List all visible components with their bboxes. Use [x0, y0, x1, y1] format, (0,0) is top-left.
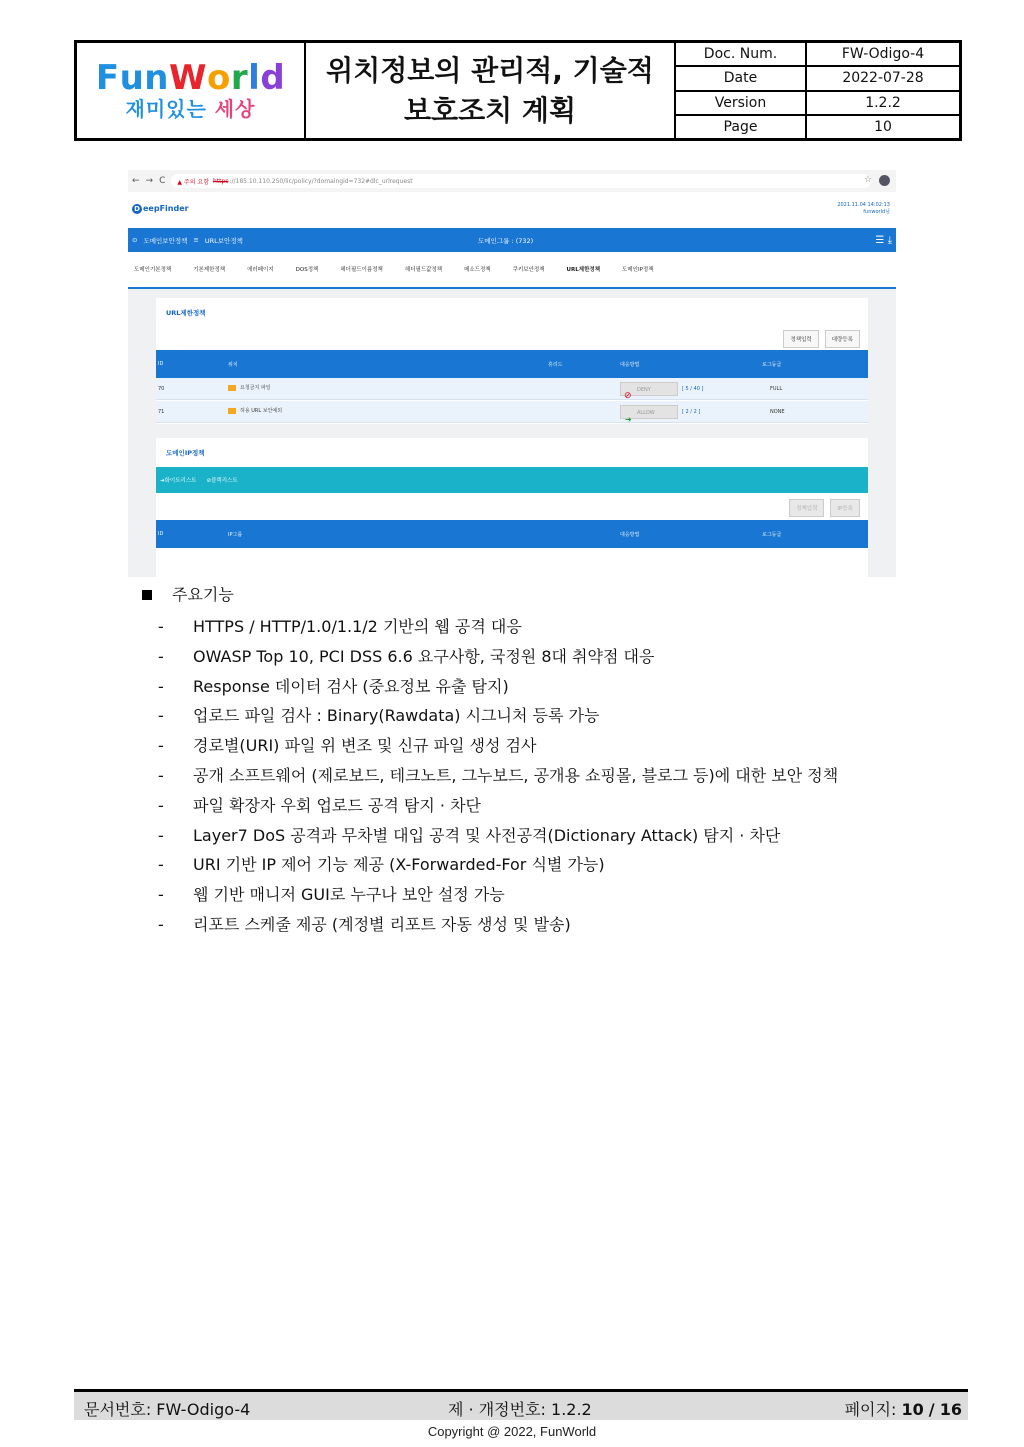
policy-tab: URL제한정책 [566, 267, 601, 273]
url-policy-panel [156, 298, 868, 424]
list-item [142, 701, 902, 731]
footer-revision: 제 · 개정번호: 1.2.2 [448, 1400, 592, 1419]
logo-letter: d [260, 57, 286, 98]
list-item-text: 리포트 스케줄 제공 (계정별 리포트 자동 생성 및 발송) [193, 914, 571, 934]
list-item-text: Layer7 DoS 공격과 무차별 대입 공격 및 사전공격(Dictionary Attack) 탐지 · 차단 [193, 825, 781, 845]
meta-key: Doc. Num. [676, 43, 807, 65]
logo-tagline [126, 96, 256, 122]
col-id: ID [158, 531, 164, 537]
whitelist-tab-label: 화이트리스트 [164, 478, 197, 484]
login-time: 2021.11.04 14:02:13 [837, 202, 890, 208]
reload-icon: C [159, 176, 166, 186]
whitelist-tab [160, 476, 197, 484]
col-action: 대응방법 [620, 532, 640, 538]
dash-bullet-icon: - [158, 795, 164, 815]
ip-policy-panel [156, 438, 868, 577]
folder-icon [228, 408, 236, 414]
list-item-text: 파일 확장자 우회 업로드 공격 탐지 · 차단 [193, 795, 481, 815]
profile-avatar-icon [879, 175, 890, 186]
logo-letter: W [169, 57, 208, 98]
address-bar [171, 174, 871, 188]
document-title [306, 43, 676, 138]
dash-bullet-icon: - [158, 765, 164, 785]
copyright: Copyright @ 2022, FunWorld [427, 1424, 597, 1439]
policy-tab: 헤더필드이름정책 [340, 267, 383, 273]
app-header [128, 192, 896, 226]
dash-bullet-icon: - [158, 885, 164, 905]
footer-page [845, 1397, 962, 1420]
main-features-section [142, 582, 902, 940]
deny-icon: ⊘ [624, 391, 632, 401]
block-icon: ⊘ [206, 478, 212, 484]
dash-bullet-icon: - [158, 646, 164, 666]
back-arrow-icon: ← [132, 176, 140, 186]
document-title-line-2: 보호조치 계획 [403, 93, 577, 127]
row-location [228, 407, 282, 414]
policy-tab: 쿠키보안정책 [512, 267, 545, 273]
col-log: 로그등급 [762, 532, 782, 538]
list-item-text: 경로별(URI) 파일 위 변조 및 신규 파일 생성 검사 [193, 736, 537, 756]
document-header [74, 40, 962, 141]
deepfinder-screenshot [128, 170, 896, 577]
col-id: ID [158, 361, 164, 367]
list-item [142, 761, 902, 791]
policy-tab: 도메인기본정책 [134, 267, 172, 273]
meta-value: 10 [874, 118, 892, 135]
list-download-icons: ☰ ⤓ [875, 234, 892, 246]
list-item-text: 공개 소프트웨어 (제로보드, 테크노트, 그누보드, 공개용 쇼핑몰, 블로그 등)에 대한 보안 정책 [193, 765, 839, 785]
ip-register-button: IP등록 [830, 499, 860, 517]
logo-tagline-part-2: 세상 [214, 96, 256, 121]
action-label: DENY [637, 387, 651, 393]
logo-letter: u [119, 57, 145, 98]
dash-bullet-icon: - [158, 617, 164, 636]
url-table-header [156, 350, 868, 378]
domain-group-label: 도메인그룹 : (732) [478, 236, 534, 245]
policy-input-button: 정책입력 [783, 330, 818, 348]
list-item [142, 910, 902, 940]
policy-tabs [128, 265, 896, 279]
nav-left [128, 236, 478, 245]
meta-key: Date [676, 67, 807, 89]
nav-domain-policy: 도메인보안정책 [143, 236, 188, 245]
section-title: 주요기능 [172, 585, 234, 604]
logo-letter: l [248, 57, 261, 98]
allow-arrow-icon: ➜ [625, 415, 632, 424]
col-location: 위치 [228, 362, 238, 368]
col-ip-group: IP그룹 [228, 532, 243, 538]
list-item [142, 642, 902, 672]
footer-page-label: 페이지: [844, 1400, 897, 1419]
panel-title: URL제한정책 [166, 309, 206, 317]
list-item-text: HTTPS / HTTP/1.0/1.1/2 기반의 웹 공격 대응 [193, 617, 522, 636]
meta-value: FW-Odigo-4 [841, 46, 925, 63]
ip-list-tabs [156, 467, 868, 493]
list-item-text: 웹 기반 매니저 GUI로 누구나 보안 설정 가능 [193, 885, 505, 905]
panel-title: 도메인IP정책 [166, 449, 205, 457]
folder-icon [228, 385, 236, 391]
policy-tab: 도메인IP정책 [622, 267, 654, 273]
meta-row-date [676, 67, 959, 91]
domain-security-icon: ⊙ [132, 236, 138, 244]
action-label: ALLOW [637, 410, 655, 416]
policy-tab: DOS정책 [295, 267, 319, 273]
col-log: 로그등급 [762, 362, 782, 368]
row-id: 70 [158, 386, 165, 392]
deepfinder-logo-mark: D [132, 204, 142, 214]
row-id: 71 [158, 409, 165, 415]
deny-button [620, 382, 678, 401]
logo-letter: o [207, 57, 231, 98]
document-meta-table [676, 43, 959, 138]
panel-buttons [789, 499, 860, 517]
table-row [156, 378, 868, 400]
meta-value: 2022-07-28 [842, 70, 924, 87]
policy-tab: 에러페이지 [247, 267, 274, 273]
list-item-text: 업로드 파일 검사 : Binary(Rawdata) 시그니처 등록 가능 [193, 706, 600, 726]
panel-buttons [783, 330, 860, 348]
user-name: funworld님 [863, 209, 890, 215]
meta-key: Version [676, 92, 807, 114]
allow-button [620, 405, 678, 424]
arrow-icon: ➜ [160, 478, 165, 484]
logo-letter: F [95, 57, 120, 98]
dash-bullet-icon: - [158, 736, 164, 756]
row-log: FULL [770, 386, 783, 392]
row-log: NONE [770, 409, 785, 415]
meta-value: 1.2.2 [865, 94, 901, 111]
section-heading [142, 582, 902, 608]
list-item-text: OWASP Top 10, PCI DSS 6.6 요구사항, 국정원 8대 취약점 대응 [193, 646, 655, 666]
user-info [837, 202, 890, 216]
deepfinder-logo [132, 204, 189, 214]
blacklist-tab [207, 476, 238, 484]
meta-row-version [676, 92, 959, 116]
logo-tagline-part-1: 재미있는 [125, 96, 207, 121]
list-item [142, 850, 902, 880]
footer-doc-number: 문서번호: FW-Odigo-4 [84, 1400, 251, 1419]
col-keyword: 휴리드 [548, 362, 563, 368]
logo-wordmark [95, 57, 286, 98]
list-item [142, 612, 902, 642]
feature-list [142, 612, 902, 940]
meta-key: Page [676, 116, 807, 138]
row-location-text: 요청금지 파일 [240, 385, 271, 391]
policy-input-button: 정책입력 [789, 499, 824, 517]
app-nav-bar [128, 228, 896, 252]
url-path: ://185.10.110.250/lic/policy/?domaingid=732#dlc_urlrequest [229, 177, 413, 185]
dash-bullet-icon: - [158, 855, 164, 875]
footer-page-total: 16 [939, 1400, 962, 1419]
url-scheme: https [213, 177, 229, 185]
list-item [142, 821, 902, 851]
row-location [228, 384, 271, 391]
footer-page-current: 10 [901, 1400, 924, 1419]
dash-bullet-icon: - [158, 676, 164, 696]
list-item [142, 791, 902, 821]
policy-tab: 메소드정책 [464, 267, 491, 273]
document-footer [74, 1389, 968, 1420]
nav-url-policy: URL보안정책 [204, 236, 243, 245]
blacklist-tab-label: 블랙리스트 [211, 478, 238, 484]
ip-table-header [156, 520, 868, 548]
policy-tab: 헤더필드값정책 [404, 267, 443, 273]
policy-tab: 기본제한정책 [193, 267, 226, 273]
menu-icon: ≡ [193, 236, 199, 244]
dash-bullet-icon: - [158, 825, 164, 845]
list-item [142, 672, 902, 702]
meta-row-doc-num [676, 43, 959, 67]
list-item [142, 880, 902, 910]
meta-row-page [676, 116, 959, 138]
table-row [156, 401, 868, 423]
list-item-text: URI 기반 IP 제어 기능 제공 (X-Forwarded-For 식별 가능) [193, 855, 605, 875]
deepfinder-logo-text: eepFinder [143, 204, 189, 213]
dash-bullet-icon: - [158, 914, 164, 934]
list-item [142, 731, 902, 761]
list-item-text: Response 데이터 검사 (중요정보 유출 탐지) [193, 676, 509, 696]
logo-letter: r [230, 57, 249, 98]
row-count: [ 5 / 40 ] [682, 386, 704, 392]
forward-arrow-icon: → [145, 176, 154, 186]
row-count: [ 2 / 2 ] [682, 409, 701, 415]
bookmark-star-icon: ☆ [863, 175, 872, 185]
funworld-logo [77, 43, 306, 138]
row-location-text: 허용 URL 보안예외 [240, 408, 283, 414]
dash-bullet-icon: - [158, 706, 164, 726]
col-action: 대응방법 [620, 362, 640, 368]
document-title-line-1: 위치정보의 관리적, 기술적 [326, 53, 654, 87]
browser-toolbar [128, 170, 896, 192]
security-warning: ▲ 주의 요함 [177, 178, 210, 186]
square-bullet-icon [142, 590, 152, 600]
logo-letter: n [144, 57, 169, 98]
footer-page-sep: / [928, 1400, 935, 1419]
bulk-register-button: 대량등록 [825, 330, 860, 348]
